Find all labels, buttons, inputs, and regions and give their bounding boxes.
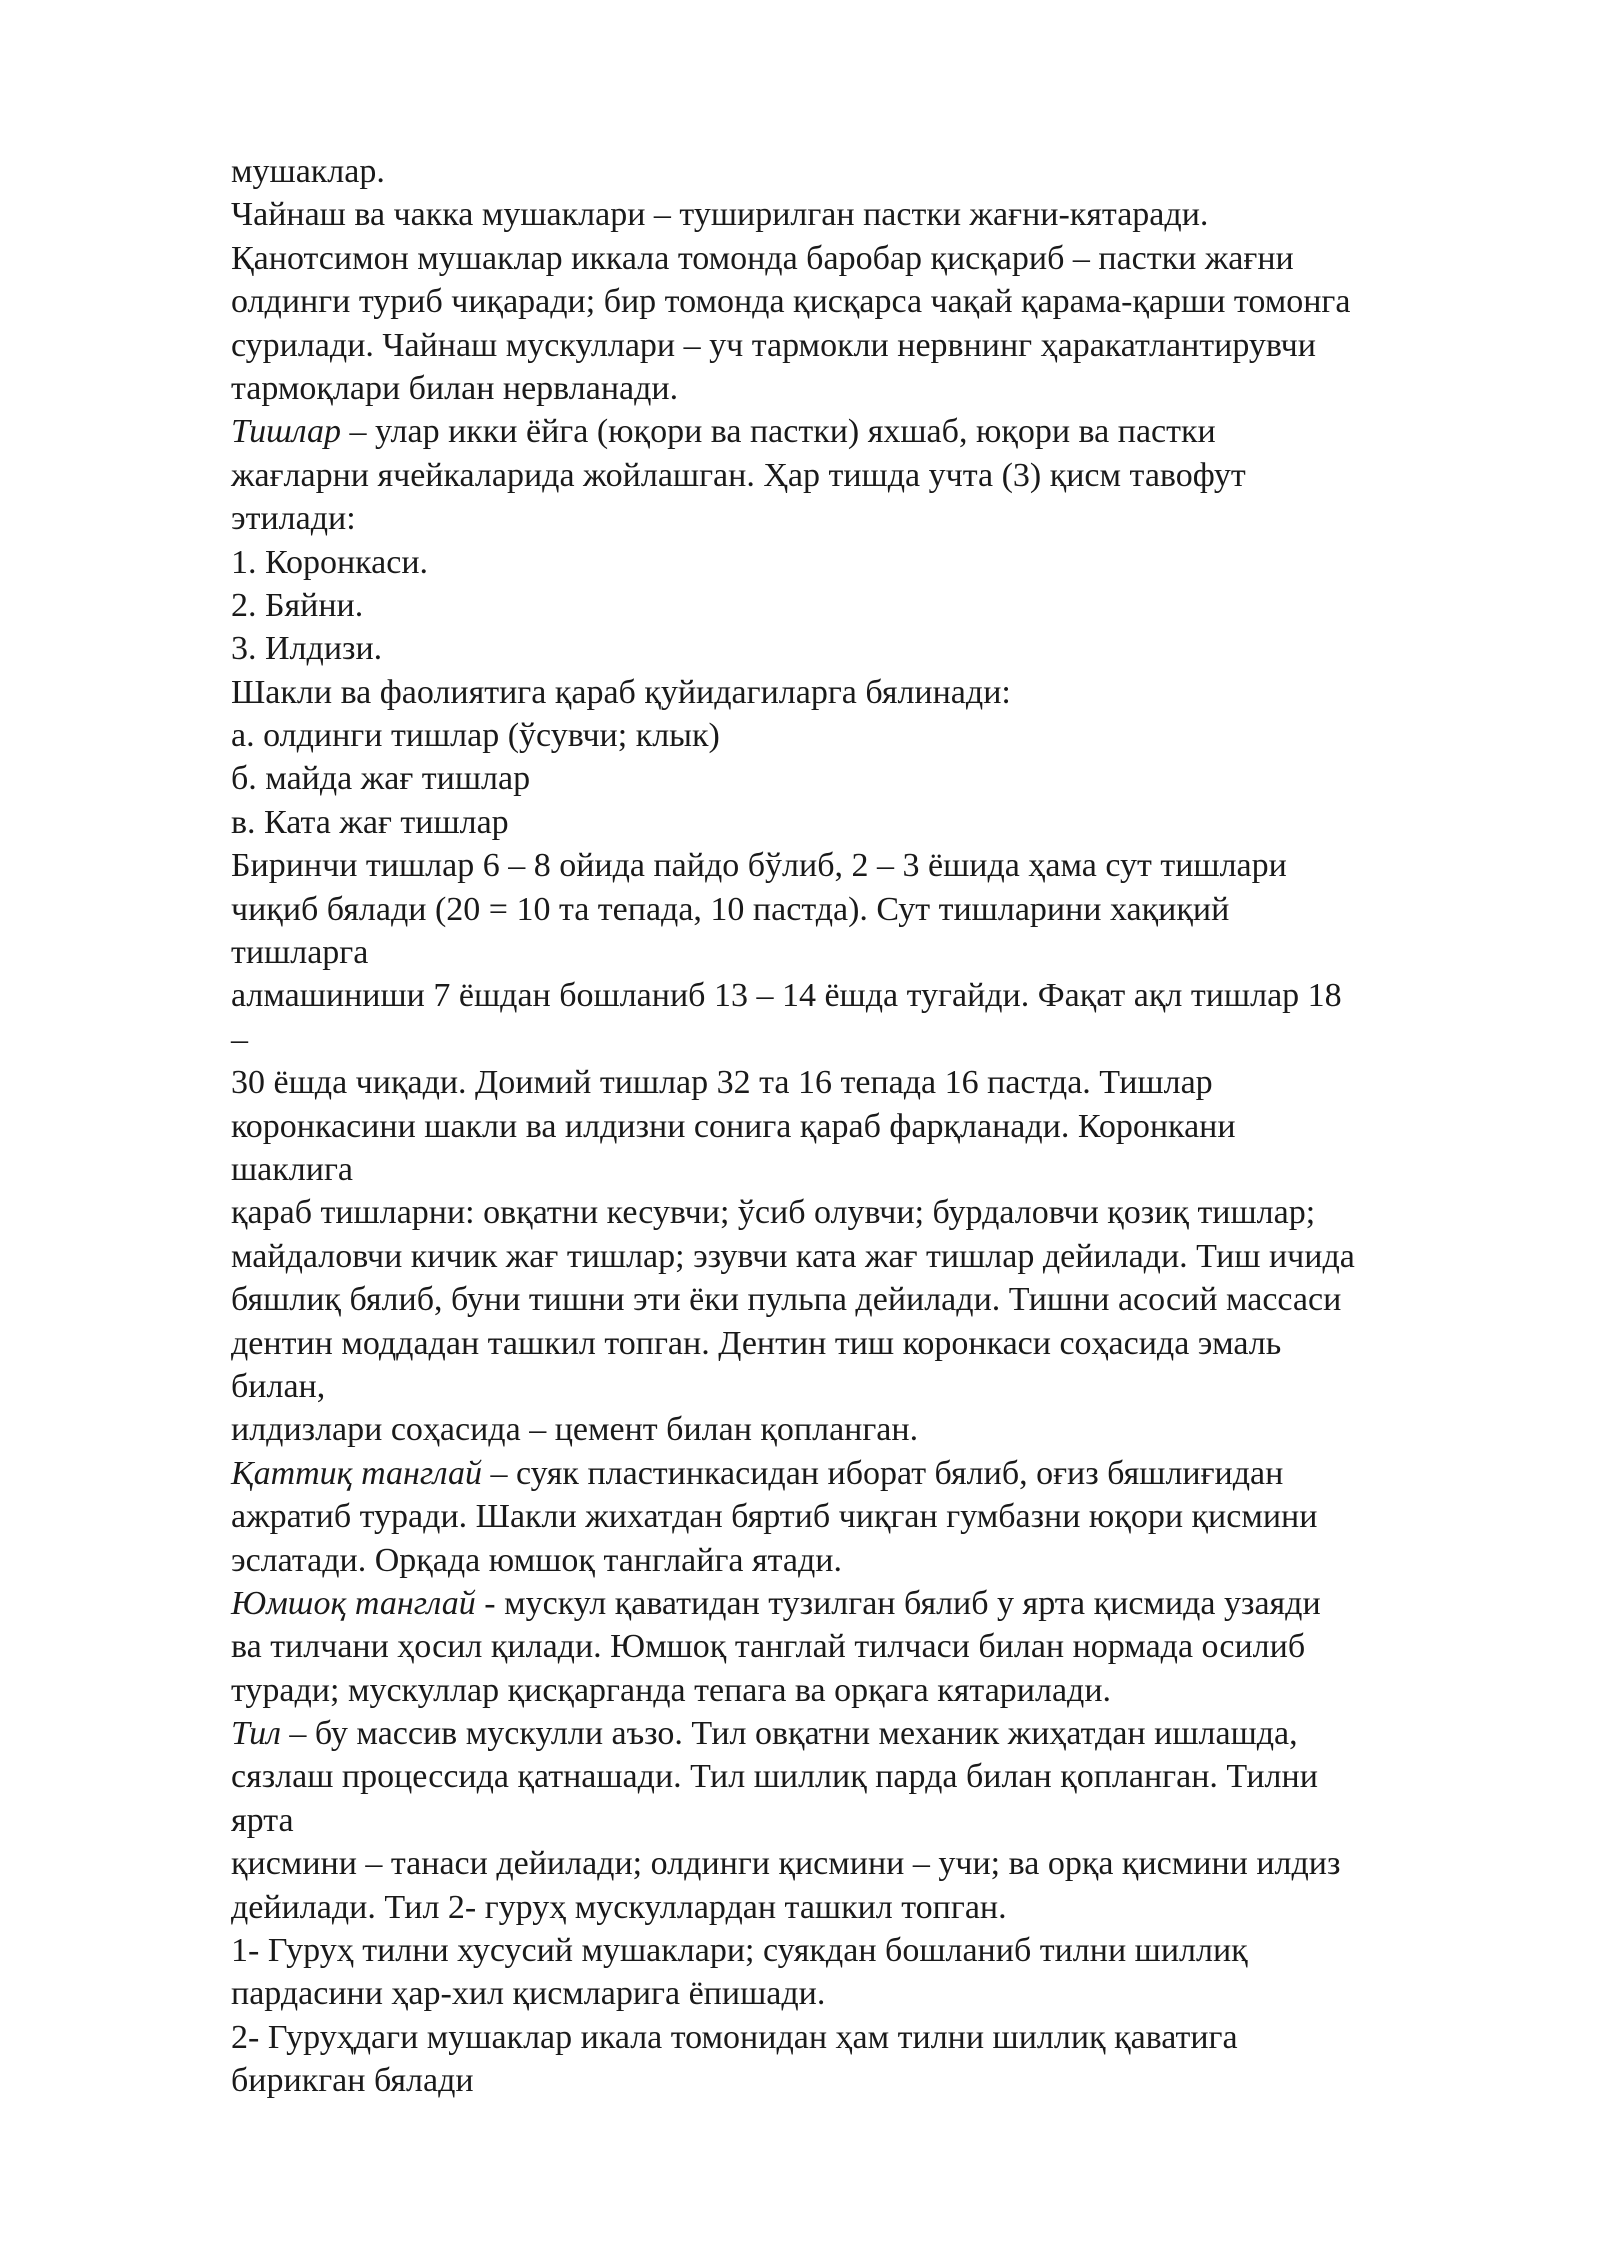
text-line bbox=[231, 974, 1531, 1017]
text-line bbox=[231, 1755, 1531, 1798]
text-line bbox=[231, 584, 1531, 627]
line-text: алмашиниши 7 ёшдан бошланиб 13 – 14 ёшда тугайди. Фақат ақл тишлар 18 bbox=[231, 977, 1342, 1015]
text-line bbox=[231, 1191, 1531, 1234]
text-line bbox=[231, 2059, 1531, 2102]
text-line bbox=[231, 757, 1531, 800]
line-text: дентин моддадан ташкил топган. Дентин тиш коронкаси соҳасида эмаль bbox=[231, 1324, 1282, 1362]
text-line bbox=[231, 2016, 1531, 2059]
text-line bbox=[231, 1235, 1531, 1278]
document-page bbox=[231, 150, 1531, 2103]
text-line bbox=[231, 193, 1531, 236]
text-line bbox=[231, 410, 1531, 453]
text-line bbox=[231, 367, 1531, 410]
text-line bbox=[231, 454, 1531, 497]
text-line bbox=[231, 714, 1531, 757]
italic-term: Юмшоқ танглай bbox=[231, 1584, 476, 1622]
text-line bbox=[231, 1278, 1531, 1321]
line-text: жағларни ячейкаларида жойлашган. Ҳар тишда учта (3) қисм тавофут bbox=[231, 456, 1246, 494]
line-text: майдаловчи кичик жағ тишлар; эзувчи ката жағ тишлар дейилади. Тиш ичида bbox=[231, 1237, 1355, 1275]
line-text: мушаклар. bbox=[231, 153, 385, 190]
line-text: Биринчи тишлар 6 – 8 ойида пайдо бўлиб, 2 – 3 ёшида ҳама сут тишлари bbox=[231, 847, 1287, 885]
text-line bbox=[231, 1842, 1531, 1885]
line-text: Қанотсимон мушаклар иккала томонда баробар қисқариб – пастки жағни bbox=[231, 239, 1294, 277]
line-text: в. Ката жағ тишлар bbox=[231, 803, 509, 841]
text-line bbox=[231, 280, 1531, 323]
text-line bbox=[231, 1495, 1531, 1538]
text-line bbox=[231, 1148, 1531, 1191]
text-line bbox=[231, 1582, 1531, 1625]
text-line bbox=[231, 1972, 1531, 2015]
line-text: қараб тишларни: овқатни кесувчи; ўсиб олувчи; бурдаловчи қозиқ тишлар; bbox=[231, 1194, 1316, 1232]
line-text: ва тилчани ҳосил қилади. Юмшоқ танглай тилчаси билан нормада осилиб bbox=[231, 1628, 1306, 1666]
line-text: тишларга bbox=[231, 934, 369, 972]
text-line bbox=[231, 150, 1531, 193]
line-text: 2. Бяйни. bbox=[231, 586, 364, 624]
text-line bbox=[231, 931, 1531, 974]
line-text: 2- Гуруҳдаги мушаклар икала томонидан ҳам тилни шиллиқ қаватига bbox=[231, 2018, 1238, 2056]
line-text: дейилади. Тил 2- гуруҳ мускуллардан ташкил топган. bbox=[231, 1888, 1007, 1926]
text-line bbox=[231, 1105, 1531, 1148]
line-text: – суяк пластинкасидан иборат бялиб, оғиз бяшлиғидан bbox=[481, 1454, 1284, 1492]
line-text: б. майда жағ тишлар bbox=[231, 760, 531, 798]
line-text: Чайнаш ва чакка мушаклари – туширилган пастки жағни-кятаради. bbox=[231, 196, 1209, 234]
line-text: олдинги туриб чиқаради; бир томонда қисқарса чақай қарама-қарши томонга bbox=[231, 283, 1351, 321]
line-text: пардасини ҳар-хил қисмларига ёпишади. bbox=[231, 1975, 826, 2013]
line-text: шаклига bbox=[231, 1150, 353, 1188]
text-line bbox=[231, 1018, 1531, 1061]
line-text: чиқиб бялади (20 = 10 та тепада, 10 пастда). Сут тишларини хақиқий bbox=[231, 890, 1230, 928]
text-line bbox=[231, 1322, 1531, 1365]
line-text: ажратиб туради. Шакли жихатдан бяртиб чиқган гумбазни юқори қисмини bbox=[231, 1498, 1318, 1536]
line-text: 3. Илдизи. bbox=[231, 630, 383, 668]
text-line bbox=[231, 541, 1531, 584]
line-text: 1- Гуруҳ тилни хусусий мушаклари; суякдан бошланиб тилни шиллиқ bbox=[231, 1932, 1248, 1970]
line-text: билан, bbox=[231, 1367, 326, 1405]
line-text: - мускул қаватидан тузилган бялиб у ярта қисмида узаяди bbox=[475, 1584, 1321, 1622]
line-text: бирикган бялади bbox=[231, 2062, 474, 2100]
line-text: Шакли ва фаолиятига қараб қуйидагиларга бялинади: bbox=[231, 673, 1011, 711]
text-line bbox=[231, 1061, 1531, 1104]
line-text: тармоқлари билан нервланади. bbox=[231, 369, 679, 407]
text-line bbox=[231, 1669, 1531, 1712]
text-line bbox=[231, 1799, 1531, 1842]
text-line bbox=[231, 497, 1531, 540]
line-text: илдизлари соҳасида – цемент билан қопланган. bbox=[231, 1411, 919, 1449]
text-line bbox=[231, 1408, 1531, 1451]
text-line bbox=[231, 1365, 1531, 1408]
text-line bbox=[231, 801, 1531, 844]
line-text: ярта bbox=[231, 1801, 294, 1839]
italic-term: Тил bbox=[231, 1715, 281, 1753]
italic-term: Тишлар bbox=[231, 413, 342, 451]
text-line bbox=[231, 324, 1531, 367]
line-text: 30 ёшда чиқади. Доимий тишлар 32 та 16 тепада 16 пастда. Тишлар bbox=[231, 1064, 1213, 1102]
text-line bbox=[231, 671, 1531, 714]
text-line bbox=[231, 1712, 1531, 1755]
text-line bbox=[231, 1452, 1531, 1495]
line-text: а. олдинги тишлар (ўсувчи; клык) bbox=[231, 717, 720, 755]
text-line bbox=[231, 627, 1531, 670]
line-text: этилади: bbox=[231, 500, 356, 538]
line-text: сязлаш процессида қатнашади. Тил шиллиқ парда билан қопланган. Тилни bbox=[231, 1758, 1318, 1796]
line-text: бяшлиқ бялиб, буни тишни эти ёки пульпа дейилади. Тишни асосий массаси bbox=[231, 1281, 1342, 1319]
text-line bbox=[231, 844, 1531, 887]
line-text: сурилади. Чайнаш мускуллари – уч тармокли нервнинг ҳаракатлантирувчи bbox=[231, 326, 1316, 364]
text-line bbox=[231, 1929, 1531, 1972]
line-text: коронкасини шакли ва илдизни сонига қараб фарқланади. Коронкани bbox=[231, 1107, 1236, 1145]
line-text: туради; мускуллар қисқарганда тепага ва орқага кятарилади. bbox=[231, 1671, 1112, 1709]
line-text: 1. Коронкаси. bbox=[231, 543, 429, 581]
text-line bbox=[231, 1886, 1531, 1929]
text-line bbox=[231, 237, 1531, 280]
line-text: – bbox=[231, 1020, 248, 1058]
text-line bbox=[231, 1625, 1531, 1668]
line-text: қисмини – танаси дейилади; олдинги қисмини – учи; ва орқа қисмини илдиз bbox=[231, 1845, 1341, 1883]
line-text: – улар икки ёйга (юқори ва пастки) яхшаб, юқори ва пастки bbox=[341, 413, 1216, 451]
text-line bbox=[231, 1539, 1531, 1582]
text-line bbox=[231, 888, 1531, 931]
line-text: эслатади. Орқада юмшоқ танглайга ятади. bbox=[231, 1541, 843, 1579]
line-text: – бу массив мускулли аъзо. Тил овқатни механик жиҳатдан ишлашда, bbox=[280, 1715, 1298, 1753]
italic-term: Қаттиқ танглай bbox=[231, 1454, 482, 1492]
